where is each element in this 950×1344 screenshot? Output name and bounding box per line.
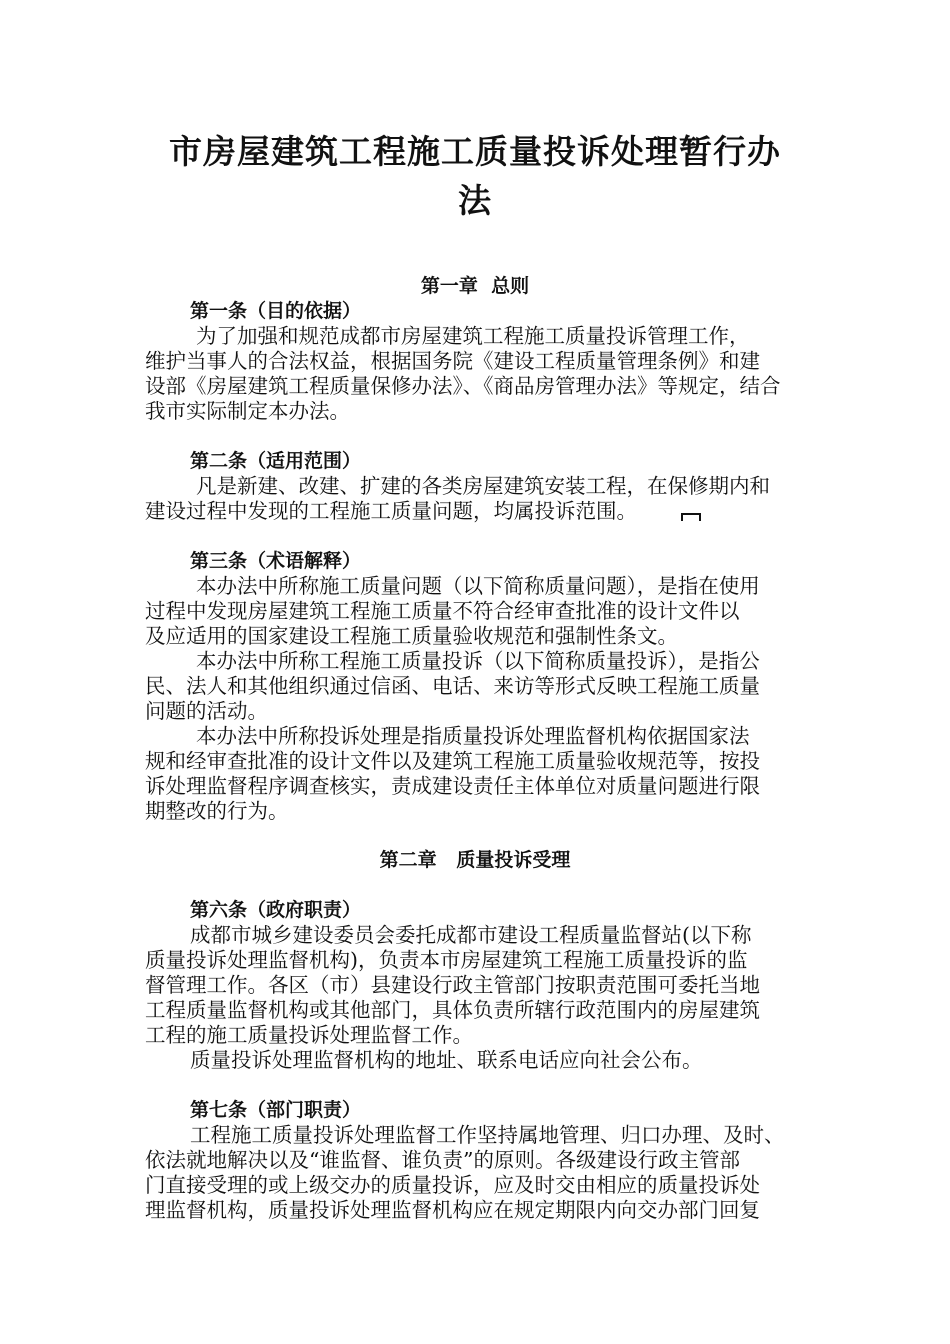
article-3-line: 及应适用的国家建设工程施工质量验收规范和强制性条文。: [145, 624, 678, 648]
article-heading-6: 第六条（政府职责）: [190, 899, 362, 921]
article-1-line: 设部《房屋建筑工程质量保修办法》、《商品房管理办法》等规定，结合: [145, 374, 781, 398]
document-title-line-1: 市房屋建筑工程施工质量投诉处理暂行办: [169, 132, 781, 171]
article-1-line: 维护当事人的合法权益，根据国务院《建设工程质量管理条例》和建: [145, 349, 760, 373]
article-heading-1: 第一条（目的依据）: [190, 300, 362, 322]
article-3-line: 问题的活动。: [145, 699, 268, 723]
article-heading-3: 第三条（术语解释）: [190, 550, 362, 572]
edit-mark: [681, 513, 701, 521]
document-title-line-2: 法: [458, 181, 492, 220]
article-3-line: 规和经审查批准的设计文件以及建筑工程施工质量验收规范等，按投: [145, 749, 760, 773]
article-7-line: 门直接受理的或上级交办的质量投诉，应及时交由相应的质量投诉处: [145, 1173, 760, 1197]
article-2-line: 凡是新建、改建、扩建的各类房屋建筑安装工程，在保修期内和: [196, 474, 770, 498]
article-6-line: 工程的施工质量投诉处理监督工作。: [145, 1023, 473, 1047]
article-6-line: 成都市城乡建设委员会委托成都市建设工程质量监督站(以下称: [190, 923, 752, 947]
article-7-line: 理监督机构，质量投诉处理监督机构应在规定期限内向交办部门回复: [145, 1198, 760, 1222]
article-2-line: 建设过程中发现的工程施工质量问题，均属投诉范围。: [145, 499, 637, 523]
chapter-heading-2: 第二章 质量投诉受理: [379, 849, 571, 871]
article-heading-7: 第七条（部门职责）: [190, 1099, 362, 1121]
article-1-line: 为了加强和规范成都市房屋建筑工程施工质量投诉管理工作，: [196, 324, 750, 348]
article-3-line: 诉处理监督程序调查核实，责成建设责任主体单位对质量问题进行限: [145, 774, 760, 798]
article-7-line: 依法就地解决以及“谁监督、谁负责”的原则。各级建设行政主管部: [145, 1148, 740, 1172]
article-6-line: 质量投诉处理监督机构的地址、联系电话应向社会公布。: [190, 1048, 703, 1072]
article-heading-2: 第二条（适用范围）: [190, 450, 362, 472]
article-1-line: 我市实际制定本办法。: [145, 399, 350, 423]
article-6-line: 工程质量监督机构或其他部门，具体负责所辖行政范围内的房屋建筑: [145, 998, 760, 1022]
chapter-heading-1: 第一章 总则: [420, 275, 530, 297]
article-3-line: 本办法中所称投诉处理是指质量投诉处理监督机构依据国家法: [196, 724, 750, 748]
article-3-line: 本办法中所称施工质量问题（以下简称质量问题），是指在使用: [196, 574, 760, 598]
article-3-line: 过程中发现房屋建筑工程施工质量不符合经审查批准的设计文件以: [145, 599, 740, 623]
article-3-line: 期整改的行为。: [145, 799, 289, 823]
article-3-line: 民、法人和其他组织通过信函、电话、来访等形式反映工程施工质量: [145, 674, 760, 698]
article-3-line: 本办法中所称工程施工质量投诉（以下简称质量投诉），是指公: [196, 649, 760, 673]
article-6-line: 督管理工作。各区（市）县建设行政主管部门按职责范围可委托当地: [145, 973, 760, 997]
article-7-line: 工程施工质量投诉处理监督工作坚持属地管理、归口办理、及时、: [190, 1123, 785, 1147]
article-6-line: 质量投诉处理监督机构)，负责本市房屋建筑工程施工质量投诉的监: [145, 948, 748, 972]
